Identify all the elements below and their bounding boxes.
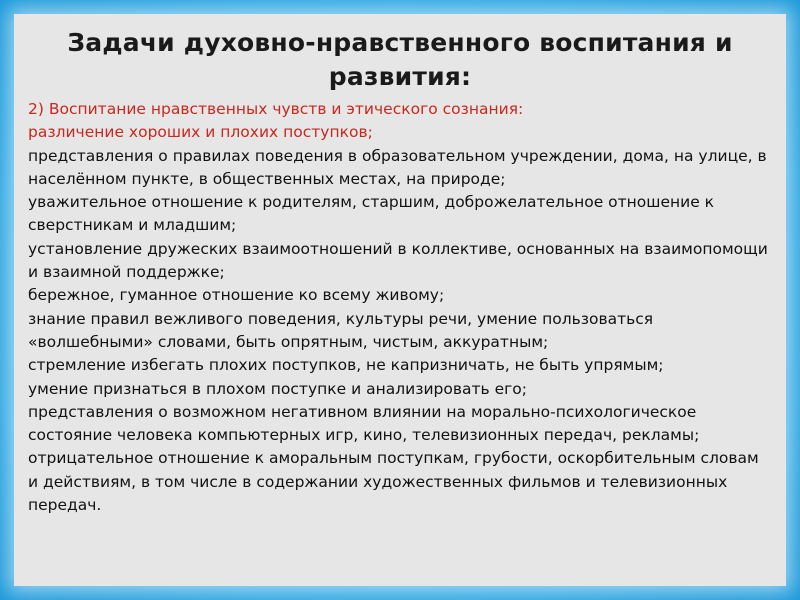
section-heading: 2) Воспитание нравственных чувств и этического сознания: [28, 100, 524, 118]
list-item: знание правил вежливого поведения, культуры речи, умение пользоваться «волшебными» словами, быть опрятным, чистым, аккуратным; [28, 309, 654, 351]
list-item-first: различение хороших и плохих поступков; [28, 123, 373, 142]
list-item: установление дружеских взаимоотношений в коллективе, основанных на взаимопомощи и взаимной поддержке; [28, 239, 768, 282]
list-item: представления о возможном негативном влиянии на морально-психологическое состояние человека компьютерных игр, кино, телевизионных передач, рекламы; [28, 402, 700, 445]
list-item: представления о правилах поведения в образовательном учреждении, дома, на улице, в населённом пункте, в общественных местах, на природе; [28, 146, 767, 188]
slide-title: Задачи духовно-нравственного воспитания и развития: [67, 28, 733, 91]
slide-body [28, 98, 772, 517]
list-item: бережное, гуманное отношение ко всему живому; [28, 286, 445, 305]
list-item: отрицательное отношение к аморальным поступкам, грубости, оскорбительным словам и действиям, в том числе в содержании художественных фильмов и телевизионных передач. [28, 449, 759, 515]
list-item: уважительное отношение к родителям, старшим, доброжелательное отношение к сверстникам и младшим; [28, 193, 715, 235]
list-item: стремление избегать плохих поступков, не капризничать, не быть упрямым; [28, 356, 664, 375]
slide [14, 14, 786, 586]
list-item: умение признаться в плохом поступке и анализировать его; [28, 379, 527, 398]
